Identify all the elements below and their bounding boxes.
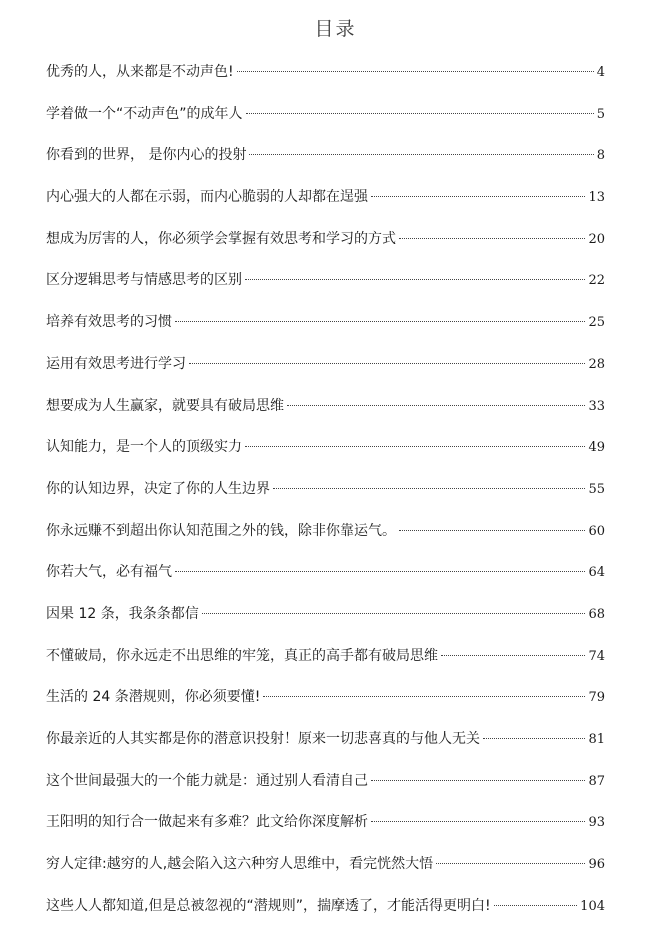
toc-list <box>46 52 605 927</box>
toc-entry[interactable] <box>46 719 605 761</box>
toc-entry[interactable] <box>46 552 605 594</box>
toc-page-number[interactable]: 79 <box>588 690 605 706</box>
toc-page-number[interactable]: 8 <box>596 148 605 164</box>
toc-entry-title[interactable]: 想要成为人生赢家，就要具有破局思维 <box>46 397 284 414</box>
dot-leader <box>436 863 585 864</box>
toc-page-number[interactable]: 49 <box>588 440 605 456</box>
toc-page-number[interactable]: 87 <box>588 773 605 789</box>
toc-entry[interactable] <box>46 386 605 428</box>
toc-entry[interactable] <box>46 94 605 136</box>
toc-entry-title[interactable]: 运用有效思考进行学习 <box>46 355 186 372</box>
dot-leader <box>263 696 585 697</box>
toc-entry-title[interactable]: 你最亲近的人其实都是你的潜意识投射！原来一切悲喜真的与他人无关 <box>46 731 480 747</box>
toc-page-number[interactable]: 74 <box>588 648 605 664</box>
toc-entry-title[interactable]: 你若大气，必有福气 <box>46 564 172 581</box>
toc-entry-title[interactable]: 这个世间最强大的一个能力就是：通过别人看清自己 <box>46 772 368 789</box>
dot-leader <box>287 405 585 406</box>
dot-leader <box>245 279 585 280</box>
toc-page-number[interactable]: 104 <box>580 898 605 914</box>
dot-leader <box>202 613 586 614</box>
toc-entry[interactable] <box>46 636 605 678</box>
toc-page-number[interactable]: 55 <box>588 481 605 497</box>
toc-page-number[interactable]: 33 <box>588 398 605 414</box>
dot-leader <box>189 363 585 364</box>
toc-entry-title[interactable]: 想成为厉害的人，你必须学会掌握有效思考和学习的方式 <box>46 230 396 247</box>
toc-page-number[interactable]: 20 <box>588 231 605 247</box>
toc-entry[interactable] <box>46 761 605 803</box>
toc-entry[interactable] <box>46 427 605 469</box>
toc-entry[interactable] <box>46 344 605 386</box>
dot-leader <box>237 71 594 72</box>
toc-page-number[interactable]: 60 <box>588 523 605 539</box>
toc-page-number[interactable]: 4 <box>596 65 605 80</box>
dot-leader <box>371 196 585 197</box>
toc-entry-title[interactable]: 优秀的人，从来都是不动声色! <box>46 64 234 80</box>
page-title: 目录 <box>314 18 357 40</box>
toc-entry[interactable] <box>46 260 605 302</box>
dot-leader <box>175 571 585 572</box>
dot-leader <box>399 238 585 239</box>
toc-page-number[interactable]: 25 <box>588 315 605 331</box>
toc-entry-title[interactable]: 学着做一个“不动声色”的成年人 <box>46 105 243 122</box>
toc-entry[interactable] <box>46 886 605 928</box>
toc-entry[interactable] <box>46 52 605 94</box>
toc-entry[interactable] <box>46 677 605 719</box>
toc-entry-title[interactable]: 因果 12 条，我条条都信 <box>46 605 199 622</box>
toc-entry-title[interactable]: 认知能力，是一个人的顶级实力 <box>46 439 242 456</box>
toc-entry-title[interactable]: 培养有效思考的习惯 <box>46 314 172 331</box>
toc-entry[interactable] <box>46 802 605 844</box>
toc-entry[interactable] <box>46 135 605 177</box>
toc-entry-title[interactable]: 你永远赚不到超出你认知范围之外的钱，除非你靠运气。 <box>46 522 396 539</box>
toc-entry-title[interactable]: 区分逻辑思考与情感思考的区别 <box>46 272 242 289</box>
toc-entry[interactable] <box>46 594 605 636</box>
toc-page-number[interactable]: 93 <box>588 815 605 831</box>
toc-entry[interactable] <box>46 469 605 511</box>
toc-entry[interactable] <box>46 302 605 344</box>
toc-entry[interactable] <box>46 219 605 261</box>
dot-leader <box>399 530 585 531</box>
toc-page-number[interactable]: 13 <box>588 190 605 206</box>
toc-page-number[interactable]: 28 <box>588 356 605 372</box>
toc-entry-title[interactable]: 内心强大的人都在示弱，而内心脆弱的人却都在逞强 <box>46 189 368 206</box>
toc-entry-title[interactable]: 不懂破局，你永远走不出思维的牢笼，真正的高手都有破局思维 <box>46 647 438 664</box>
toc-page-number[interactable]: 5 <box>596 106 605 122</box>
toc-page-number[interactable]: 96 <box>588 857 605 873</box>
dot-leader <box>494 905 578 906</box>
dot-leader <box>249 154 593 155</box>
toc-page-number[interactable]: 22 <box>588 273 605 289</box>
toc-page-number[interactable]: 64 <box>588 565 605 581</box>
toc-entry-title[interactable]: 这些人人都知道,但是总被忽视的“潜规则”，揣摩透了，才能活得更明白! <box>46 897 491 914</box>
dot-leader <box>371 780 585 781</box>
toc-entry-title[interactable]: 你的认知边界，决定了你的人生边界 <box>46 480 270 497</box>
dot-leader <box>371 821 585 822</box>
toc-entry-title[interactable]: 生活的 24 条潜规则，你必须要懂! <box>46 689 261 706</box>
toc-entry[interactable] <box>46 511 605 553</box>
dot-leader <box>175 321 585 322</box>
toc-entry-title[interactable]: 王阳明的知行合一做起来有多难？此文给你深度解析 <box>46 814 368 831</box>
toc-entry-title[interactable]: 你看到的世界， 是你内心的投射 <box>46 147 247 164</box>
toc-page-number[interactable]: 81 <box>588 732 605 747</box>
dot-leader <box>483 738 585 739</box>
toc-entry[interactable] <box>46 177 605 219</box>
dot-leader <box>245 446 585 447</box>
dot-leader <box>441 655 585 656</box>
toc-page-number[interactable]: 68 <box>588 606 605 622</box>
toc-entry-title[interactable]: 穷人定律:越穷的人,越会陷入这六种穷人思维中，看完恍然大悟 <box>46 856 434 873</box>
toc-entry[interactable] <box>46 844 605 886</box>
dot-leader <box>246 113 594 114</box>
dot-leader <box>273 488 585 489</box>
